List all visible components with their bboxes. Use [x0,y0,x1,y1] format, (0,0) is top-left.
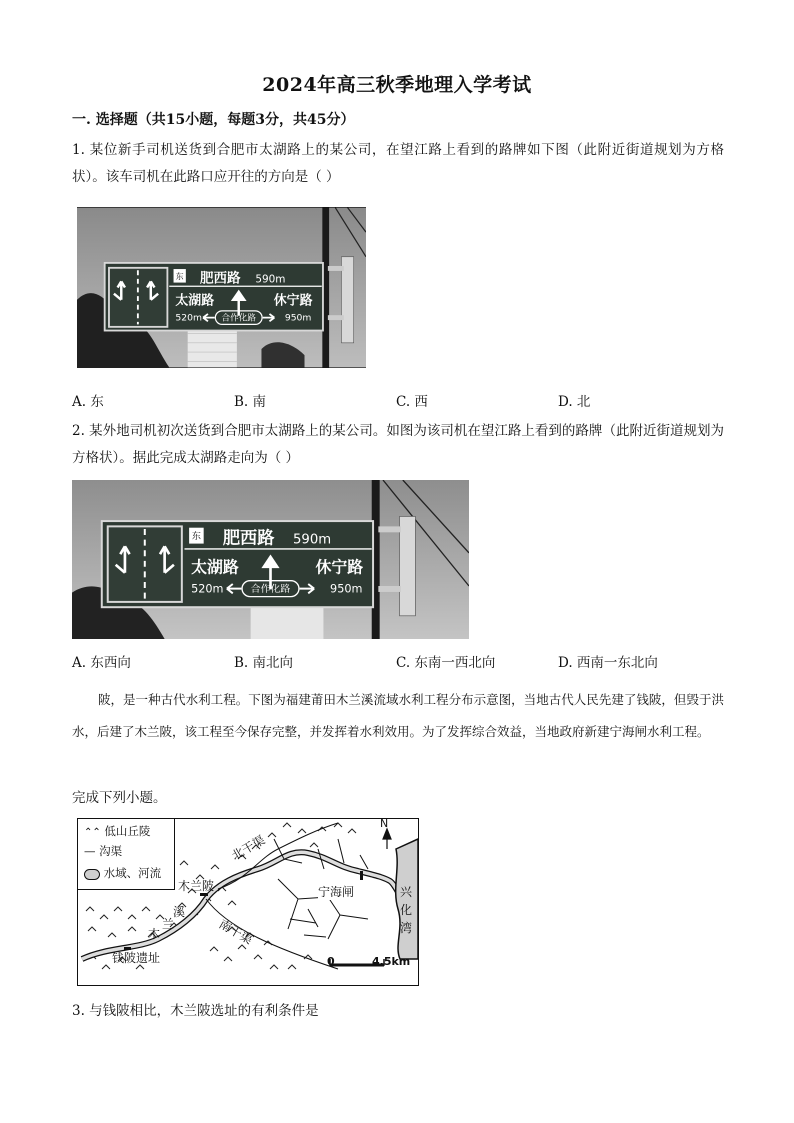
question-3-text: 3. 与钱陂相比，木兰陂选址的有利条件是 [72,1003,319,1019]
legend-hills-label: 低山丘陵 [104,824,151,838]
sign-east-dist-1: 950m [284,312,312,324]
question-1-text: 1. 某位新手司机送货到合肥市太湖路上的某公司，在望江路上看到的路牌如下图（此附近街道规划为方格状）。该车司机在此路口应开往的方向是（ ） [72,142,724,185]
label-mulan-weir: 木兰陂 [178,879,215,893]
q1-road-sign-photo [77,207,366,368]
sign-north-road-2: 肥西路 [222,528,275,549]
q2-option-d[interactable]: D. 西南一东北向 [558,655,658,671]
q2-option-b[interactable]: B. 南北向 [234,655,294,671]
label-south-canal: 南干渠 [216,916,255,947]
label-river-3: 溪 [173,905,186,919]
sign-north-road-1: 肥西路 [199,270,241,287]
mulanxi-map [77,818,419,986]
canal-legend-icon: — [84,844,96,858]
legend-water-label: 水域、河流 [103,866,162,880]
q1-option-c[interactable]: C. 西 [396,394,428,410]
q1-option-a[interactable]: A. 东 [72,394,104,410]
q2-road-sign-photo [72,480,469,639]
water-legend-icon [84,869,100,880]
sign-north-dist-2: 590m [292,532,332,548]
label-bay-2: 化 [400,903,413,917]
q1-option-d[interactable]: D. 北 [558,394,591,410]
label-bay-3: 湾 [400,921,413,935]
sign-east-road-1: 休宁路 [273,293,313,309]
label-river-1: 木 [148,927,161,941]
sign-east-road-2: 休宁路 [315,557,364,577]
sign-west-dist-2: 520m [191,582,224,596]
scale-end: 4.5km [372,955,411,968]
label-river-2: 兰 [162,917,175,931]
sign-east-dist-2: 950m [330,582,363,596]
sign-west-dist-1: 520m [175,312,202,324]
q1-option-b[interactable]: B. 南 [234,394,267,410]
legend-canal [84,843,122,859]
sign-west-road-2: 太湖路 [191,557,239,577]
section-heading: 一. 选择题（共15小题，每题3分，共45分） [72,112,355,128]
scale-zero: 0 [327,955,335,968]
sign-current-road-1: 合作化路 [221,313,256,324]
legend-water [84,865,161,881]
hills-legend-icon: ⌃⌃ [84,827,101,838]
question-2-text: 2. 某外地司机初次送货到合肥市太湖路上的某公司。如图为该司机在望江路上看到的路牌（此附近街道规划为方格状）。据此完成太湖路走向为（ ） [72,423,724,466]
q2-option-c[interactable]: C. 东南一西北向 [396,655,496,671]
sign-north-dist-1: 590m [255,273,286,286]
legend-hills [84,823,150,839]
road-sign-illustration-1 [77,207,366,368]
label-ninghai-gate: 宁海闸 [318,885,355,899]
road-sign-illustration-2 [72,480,469,639]
sign-west-road-1: 太湖路 [175,293,215,309]
legend-canal-label: 沟渠 [99,844,123,858]
label-north-canal: 北干渠 [229,832,268,863]
page-title: 2024年高三秋季地理入学考试 [262,74,532,96]
passage-text: 陂，是一种古代水利工程。下图为福建莆田木兰溪流域水利工程分布示意图，当地古代人民先建了钱陂，但毁于洪水，后建了木兰陂，该工程至今保存完整，并发挥着水利效用。为了发挥综合效益，当地政府新建宁海闸水利工程。 [72,692,724,739]
label-qian-weir: 钱陂遗址 [112,951,161,965]
q2-option-a[interactable]: A. 东西向 [72,655,131,671]
map-legend [78,819,175,890]
label-bay-1: 兴 [400,885,413,899]
sign-direction-tag-1: 东 [175,271,184,281]
sign-current-road-2: 合作化路 [250,583,291,595]
sign-direction-tag-2: 东 [191,530,202,542]
north-arrow-label: N [380,818,389,830]
instruction-text: 完成下列小题。 [72,790,167,806]
